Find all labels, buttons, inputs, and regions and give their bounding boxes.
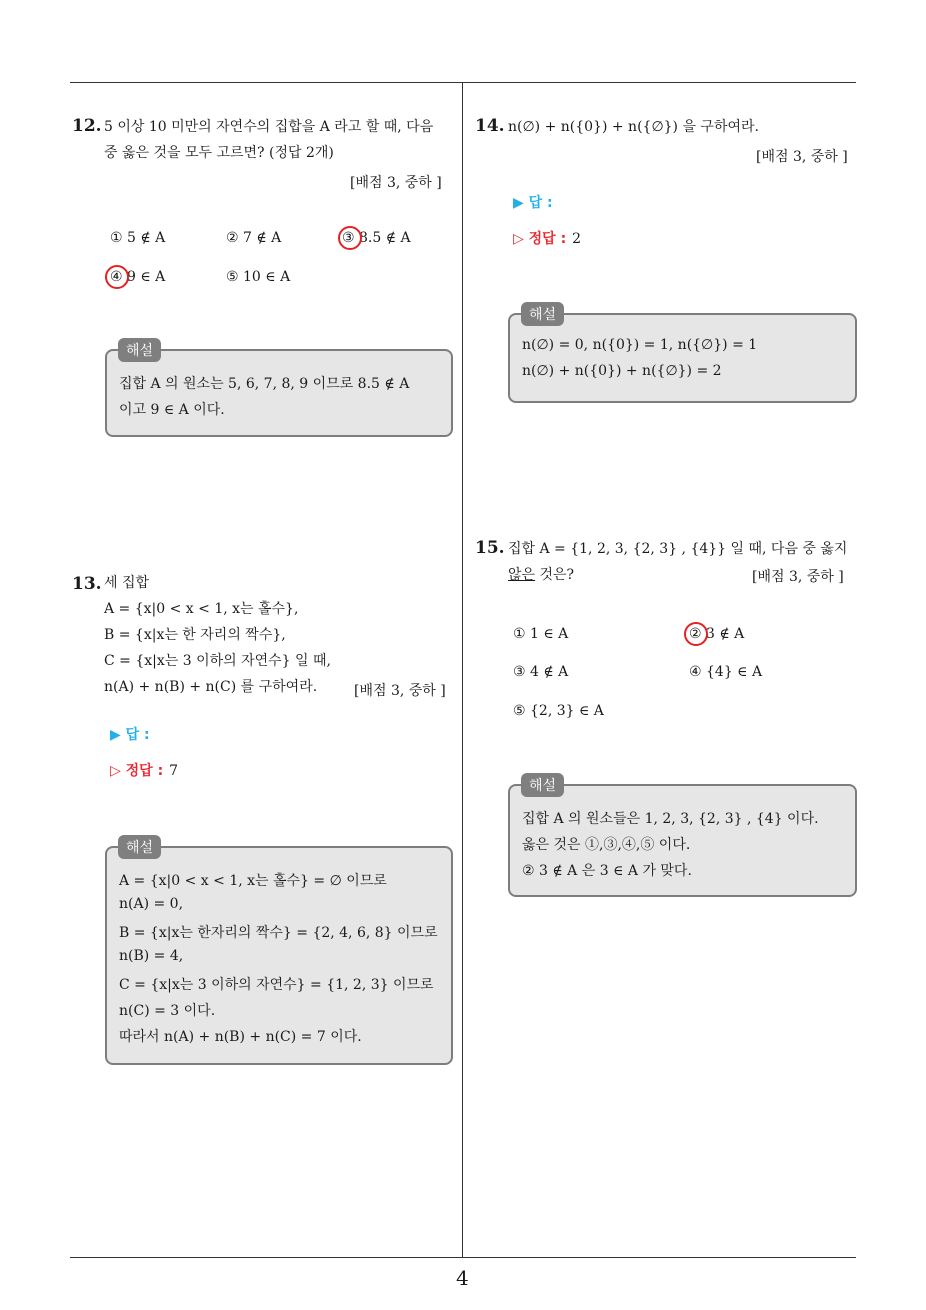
explanation-box bbox=[508, 784, 857, 897]
bottom-rule bbox=[70, 1257, 856, 1258]
choice-4[interactable]: ④ 9 ∈ A bbox=[110, 269, 166, 285]
explanation-box bbox=[105, 349, 453, 437]
question-number: 12. bbox=[72, 116, 102, 136]
explanation-line: n(A) = 0, bbox=[119, 896, 184, 912]
column-divider bbox=[462, 82, 463, 1258]
answer-circle-mark bbox=[338, 226, 362, 250]
question-text-line bbox=[508, 562, 574, 588]
answer-input-label[interactable]: ▶ 답 : bbox=[110, 727, 150, 743]
question-number: 13. bbox=[72, 574, 102, 594]
explanation-line: 옳은 것은 ①,③,④,⑤ 이다. bbox=[522, 837, 691, 853]
choice-1[interactable]: ① 5 ∉ A bbox=[110, 230, 166, 246]
explanation-line: n(∅) = 0, n({0}) = 1, n({∅}) = 1 bbox=[522, 337, 758, 353]
choice-5[interactable]: ⑤ {2, 3} ∈ A bbox=[513, 703, 604, 719]
page-number: 4 bbox=[456, 1266, 469, 1290]
explanation-line: n(C) = 3 이다. bbox=[119, 1003, 216, 1019]
explanation-line: ② 3 ∉ A 은 3 ∈ A 가 맞다. bbox=[522, 863, 692, 879]
question-number: 15. bbox=[475, 538, 505, 558]
question-text-line: B = {x|x는 한 자리의 짝수}, bbox=[104, 627, 286, 643]
question-text-line: n(A) + n(B) + n(C) 를 구하여라. bbox=[104, 679, 318, 695]
correct-answer-label: ▷ 정답 : bbox=[513, 231, 567, 247]
explanation-line: C = {x|x는 3 이하의 자연수} = {1, 2, 3} 이므로 bbox=[119, 977, 434, 993]
correct-answer-value: 7 bbox=[169, 763, 179, 779]
explanation-line: n(∅) + n({0}) + n({∅}) = 2 bbox=[522, 363, 722, 379]
question-text-line: C = {x|x는 3 이하의 자연수} 일 때, bbox=[104, 653, 331, 669]
answer-circle-mark bbox=[105, 265, 129, 289]
choice-3[interactable]: ③ 4 ∉ A bbox=[513, 664, 569, 680]
choice-5[interactable]: ⑤ 10 ∈ A bbox=[226, 269, 291, 285]
answer-input-label[interactable]: ▶ 답 : bbox=[513, 195, 553, 211]
question-number: 14. bbox=[475, 116, 505, 136]
explanation-tag: 해설 bbox=[118, 338, 161, 362]
answer-circle-mark bbox=[684, 622, 708, 646]
score-label: [배점 3, 중하 ] bbox=[350, 175, 442, 191]
question-text-line: 5 이상 10 미만의 자연수의 집합을 A 라고 할 때, 다음 bbox=[104, 119, 434, 135]
correct-answer-label: ▷ 정답 : bbox=[110, 763, 164, 779]
choice-2[interactable]: ② 7 ∉ A bbox=[226, 230, 282, 246]
explanation-tag: 해설 bbox=[521, 302, 564, 326]
score-label: [배점 3, 중하 ] bbox=[354, 683, 446, 699]
question-text-rest: 것은? bbox=[535, 567, 575, 583]
correct-answer-value: 2 bbox=[572, 231, 582, 247]
explanation-line: 집합 A 의 원소들은 1, 2, 3, {2, 3} , {4} 이다. bbox=[522, 811, 819, 827]
choice-3[interactable]: ③ 8.5 ∉ A bbox=[342, 230, 411, 246]
choice-2[interactable]: ② 3 ∉ A bbox=[689, 626, 745, 642]
explanation-tag: 해설 bbox=[118, 835, 161, 859]
correct-answer bbox=[513, 228, 581, 248]
underlined-word: 않은 bbox=[508, 567, 536, 583]
explanation-line: B = {x|x는 한자리의 짝수} = {2, 4, 6, 8} 이므로 bbox=[119, 925, 438, 941]
explanation-line: A = {x|0 < x < 1, x는 홀수} = ∅ 이므로 bbox=[119, 873, 387, 889]
explanation-box bbox=[105, 846, 453, 1065]
choice-1[interactable]: ① 1 ∈ A bbox=[513, 626, 569, 642]
question-text-line: 집합 A = {1, 2, 3, {2, 3} , {4}} 일 때, 다음 중 옳지 bbox=[508, 541, 848, 557]
explanation-line: 집합 A 의 원소는 5, 6, 7, 8, 9 이므로 8.5 ∉ A bbox=[119, 376, 410, 392]
score-label: [배점 3, 중하 ] bbox=[752, 569, 844, 585]
explanation-box bbox=[508, 313, 857, 403]
explanation-tag: 해설 bbox=[521, 773, 564, 797]
correct-answer bbox=[110, 760, 178, 780]
choice-4[interactable]: ④ {4} ∈ A bbox=[689, 664, 763, 680]
explanation-line: n(B) = 4, bbox=[119, 948, 184, 964]
explanation-line: 이고 9 ∈ A 이다. bbox=[119, 402, 225, 418]
question-text-line: n(∅) + n({0}) + n({∅}) 을 구하여라. bbox=[508, 119, 759, 135]
explanation-line: 따라서 n(A) + n(B) + n(C) = 7 이다. bbox=[119, 1029, 362, 1045]
question-text-line: 중 옳은 것을 모두 고르면? (정답 2개) bbox=[104, 145, 334, 161]
question-text-line: 세 집합 bbox=[104, 575, 150, 591]
question-text-line: A = {x|0 < x < 1, x는 홀수}, bbox=[104, 601, 299, 617]
top-rule bbox=[70, 82, 856, 83]
score-label: [배점 3, 중하 ] bbox=[756, 149, 848, 165]
